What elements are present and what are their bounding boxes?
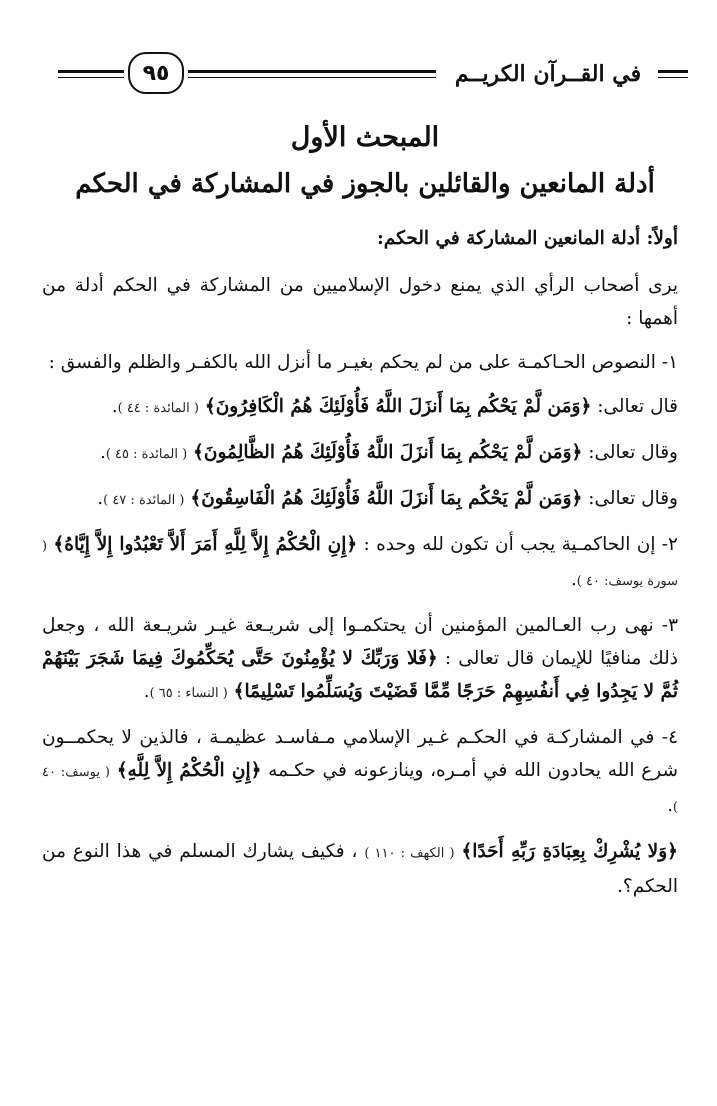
full-stop: . (111, 396, 118, 417)
intro-paragraph: يرى أصحاب الرأي الذي يمنع دخول الإسلاميين من المشاركة في الحكم أدلة من أهمها : (42, 275, 678, 329)
quran-verse: وَمَن لَّمْ يَحْكُم بِمَا أَنزَلَ اللَّهُ فَأُوْلَئِكَ هُمُ الظَّالِمُونَ (203, 442, 572, 463)
quran-verse: وَمَن لَّمْ يَحْكُم بِمَا أَنزَلَ اللَّهُ فَأُوْلَئِكَ هُمُ الْكَافِرُونَ (215, 396, 581, 417)
bracket-open: ﴿ (250, 760, 262, 781)
full-stop: . (100, 442, 106, 463)
closing-paragraph (42, 835, 678, 903)
quote-lead: وقال تعالى: (588, 488, 678, 509)
verse-reference: ( المائدة : ٤٤ ) (117, 401, 199, 416)
closing-text: ، فكيف يشارك المسلم في هذا النوع من الحكم؟. (42, 841, 678, 897)
point-4 (42, 721, 678, 824)
bracket-close: ﴾ (116, 760, 128, 781)
bracket-close: ﴾ (204, 396, 216, 417)
verse-reference: ( المائدة : ٤٥ ) (105, 447, 188, 462)
verse-reference: ( الكهف : ١١٠ ) (364, 846, 455, 861)
verse-reference: ( يوسف: ٤٠ ) (42, 765, 678, 815)
running-title: في القــرآن الكريــم (454, 61, 642, 87)
page-header (48, 52, 688, 98)
point-3 (42, 609, 678, 710)
point-text: ٤- في المشاركـة في الحكـم غـير الإسلامي مـفاسـد عظيمـة ، فالذين لا يحكمــون شرع الله يحادون الله في أمـره، وينازعونه في حكـمه (42, 727, 678, 781)
header-rule (658, 77, 688, 78)
bracket-close: ﴾ (233, 681, 245, 702)
bracket-open: ﴿ (571, 488, 583, 509)
quote-2 (42, 436, 678, 471)
verse-reference: ( المائدة : ٤٧ ) (103, 493, 185, 508)
page-body (42, 222, 678, 914)
chapter-title: المبحث الأول (290, 122, 440, 153)
point-2 (42, 528, 678, 598)
header-rule (658, 70, 688, 73)
point-text: ٢- إن الحاكمـية يجب أن تكون لله وحده : (363, 534, 678, 555)
full-stop: . (97, 488, 104, 509)
header-rule (58, 70, 124, 73)
quran-verse: إِنِ الْحُكْمُ إِلاَّ لِلَّهِ (127, 760, 251, 781)
header-rule (58, 77, 124, 78)
page-number: ٩٥ (128, 52, 184, 94)
verse-reference: ( النساء : ٦٥ ) (149, 686, 228, 701)
bracket-open: ﴿ (426, 648, 438, 669)
quote-3 (42, 482, 678, 517)
bracket-close: ﴾ (53, 534, 65, 555)
header-rule (188, 70, 436, 73)
bracket-open: ﴿ (667, 841, 678, 862)
quote-1 (42, 390, 678, 425)
point-1: ١- النصوص الحـاكمـة على من لم يحكم بغيـر ما أنزل الله بالكفـر والظلم والفسق : (48, 352, 678, 373)
full-stop: . (667, 795, 673, 816)
bracket-open: ﴿ (571, 442, 583, 463)
bracket-open: ﴿ (580, 396, 592, 417)
chapter-subtitle: أدلة المانعين والقائلين بالجوز في المشاركة في الحكم (75, 169, 655, 199)
header-rule (188, 77, 436, 78)
full-stop: . (143, 681, 150, 702)
quote-lead: وقال تعالى: (588, 442, 678, 463)
point-text: ٣- نهى رب العـالمين المؤمنين أن يحتكمـوا إلى شريـعة غيـر شريـعة الله ، وجعل ذلك منافيًا للإيمان قال تعالى : (42, 615, 678, 669)
bracket-close: ﴾ (190, 488, 202, 509)
quran-verse: إِنِ الْحُكْمُ إِلاَّ لِلَّهِ أَمَرَ أَلاَّ تَعْبُدُوا إِلاَّ إِيَّاهُ (64, 534, 347, 555)
bracket-open: ﴿ (346, 534, 358, 555)
bracket-close: ﴾ (193, 442, 204, 463)
quran-verse: وَلا يُشْرِكْ بِعِبَادَةِ رَبِّهِ أَحَدًا (472, 841, 668, 862)
full-stop: . (571, 569, 577, 590)
section-heading: أولاً: أدلة المانعين المشاركة في الحكم: (376, 228, 678, 249)
bracket-close: ﴾ (461, 841, 473, 862)
quran-verse: وَمَن لَّمْ يَحْكُم بِمَا أَنزَلَ اللَّهُ فَأُوْلَئِكَ هُمُ الْفَاسِقُونَ (201, 488, 572, 509)
verse-reference: ( سورة يوسف: ٤٠ ) (42, 539, 678, 589)
quran-verse: فَلا وَرَبِّكَ لا يُؤْمِنُونَ حَتَّى يُحَكِّمُوكَ فِيمَا شَجَرَ بَيْنَهُمْ ثُمَّ لا يَجِدُوا فِي أَنفُسِهِمْ حَرَجًا مِّمَّا قَضَيْتَ وَيُسَلِّمُوا تَسْلِيمًا (42, 648, 678, 702)
quote-lead: قال تعالى: (597, 396, 678, 417)
